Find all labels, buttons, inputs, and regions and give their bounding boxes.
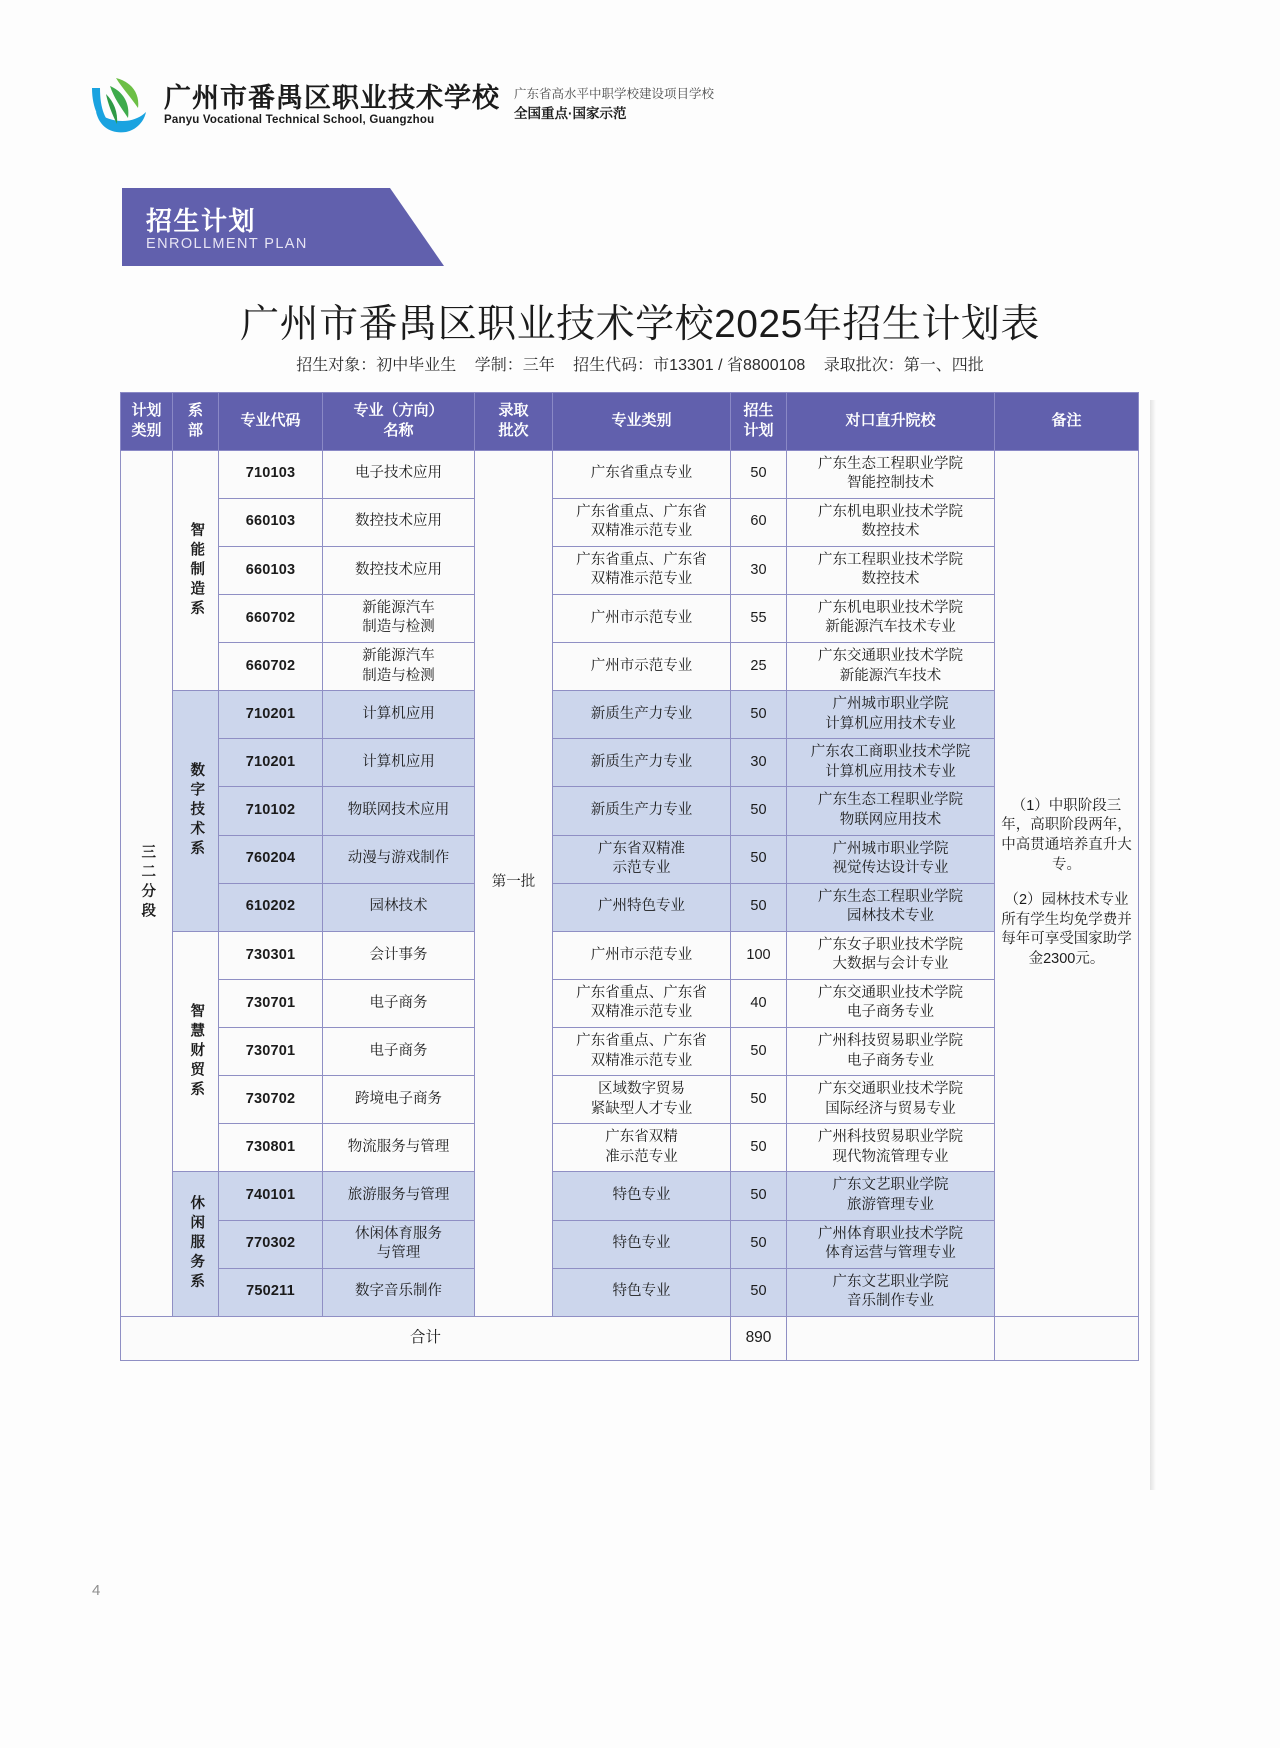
cell-major-category: 广州市示范专业 (553, 931, 731, 979)
cell-major-category: 广东省重点、广东省 双精准示范专业 (553, 498, 731, 546)
cell-major-code: 660103 (219, 498, 323, 546)
header-major-category: 专业类别 (553, 393, 731, 451)
cell-note (995, 450, 1139, 1316)
cell-major-code: 730801 (219, 1124, 323, 1172)
cell-major-code: 730701 (219, 1028, 323, 1076)
table-row (121, 1172, 1139, 1220)
section-banner (122, 188, 452, 266)
cell-major-code: 710103 (219, 450, 323, 498)
tagline-line-1: 广东省高水平中职学校建设项目学校 (514, 86, 715, 101)
cell-major-code: 660103 (219, 546, 323, 594)
header-major-code: 专业代码 (219, 393, 323, 451)
leaf-logo-icon (86, 72, 152, 138)
tagline-line-2: 全国重点·国家示范 (514, 105, 627, 121)
cell-partner-college: 广州城市职业学院 视觉传达设计专业 (787, 835, 995, 883)
cell-partner-college: 广东女子职业技术学院 大数据与会计专业 (787, 931, 995, 979)
cell-major-category: 广州市示范专业 (553, 594, 731, 642)
cell-major-name: 数控技术应用 (323, 546, 475, 594)
cell-major-category: 广东省双精准 示范专业 (553, 835, 731, 883)
cell-major-code: 660702 (219, 594, 323, 642)
cell-major-category: 区域数字贸易 紧缺型人才专业 (553, 1076, 731, 1124)
total-blank-college (787, 1316, 995, 1360)
subtitle-batch: 录取批次：第一、四批 (823, 357, 984, 374)
cell-quota: 30 (731, 739, 787, 787)
table-row (121, 835, 1139, 883)
cell-partner-college: 广东文艺职业学院 音乐制作专业 (787, 1268, 995, 1316)
header-plan-type: 计划 类别 (121, 393, 173, 451)
header-admission-batch: 录取 批次 (475, 393, 553, 451)
cell-major-category: 广东省重点、广东省 双精准示范专业 (553, 1028, 731, 1076)
cell-admission-batch: 第一批 (475, 450, 553, 1316)
table-row (121, 546, 1139, 594)
cell-major-code: 710102 (219, 787, 323, 835)
table-row (121, 498, 1139, 546)
table-row (121, 1268, 1139, 1316)
cell-major-name: 新能源汽车 制造与检测 (323, 594, 475, 642)
cell-major-name: 物联网技术应用 (323, 787, 475, 835)
cell-partner-college: 广州体育职业技术学院 体育运营与管理专业 (787, 1220, 995, 1268)
table-row (121, 1124, 1139, 1172)
page-edge-shadow (1150, 400, 1156, 1490)
enrollment-plan-table-wrap (120, 392, 1138, 1361)
table-row (121, 979, 1139, 1027)
brand-name-cn: 广州市番禺区职业技术学校 (164, 82, 500, 113)
cell-partner-college: 广州城市职业学院 计算机应用技术专业 (787, 691, 995, 739)
cell-partner-college: 广东生态工程职业学院 物联网应用技术 (787, 787, 995, 835)
cell-major-name: 跨境电子商务 (323, 1076, 475, 1124)
cell-major-category: 广州市示范专业 (553, 643, 731, 691)
cell-major-code: 730701 (219, 979, 323, 1027)
table-header-row (121, 393, 1139, 451)
table-row (121, 594, 1139, 642)
header-partner-college: 对口直升院校 (787, 393, 995, 451)
table-row (121, 1220, 1139, 1268)
total-quota: 890 (731, 1316, 787, 1360)
header-note: 备注 (995, 393, 1139, 451)
cell-major-code: 770302 (219, 1220, 323, 1268)
cell-department: 数字技术系 (173, 691, 219, 932)
cell-quota: 100 (731, 931, 787, 979)
cell-quota: 50 (731, 450, 787, 498)
cell-quota: 50 (731, 1076, 787, 1124)
cell-quota: 50 (731, 691, 787, 739)
cell-major-code: 710201 (219, 739, 323, 787)
cell-partner-college: 广东交通职业技术学院 新能源汽车技术 (787, 643, 995, 691)
cell-department: 智慧财贸系 (173, 931, 219, 1172)
cell-major-category: 广东省双精 准示范专业 (553, 1124, 731, 1172)
cell-major-code: 710201 (219, 691, 323, 739)
cell-partner-college: 广东生态工程职业学院 智能控制技术 (787, 450, 995, 498)
table-row (121, 931, 1139, 979)
cell-major-name: 新能源汽车 制造与检测 (323, 643, 475, 691)
total-blank-note (995, 1316, 1139, 1360)
table-row (121, 787, 1139, 835)
banner-title-cn: 招生计划 (146, 206, 257, 236)
subtitle-duration: 学制：三年 (474, 357, 555, 374)
cell-quota: 25 (731, 643, 787, 691)
table-body (121, 450, 1139, 1360)
cell-major-name: 数字音乐制作 (323, 1268, 475, 1316)
cell-major-name: 旅游服务与管理 (323, 1172, 475, 1220)
page-number: 4 (92, 1582, 101, 1599)
table-row (121, 1076, 1139, 1124)
cell-major-code: 740101 (219, 1172, 323, 1220)
subtitle-code: 招生代码：市13301 / 省8800108 (573, 357, 806, 374)
cell-major-name: 园林技术 (323, 883, 475, 931)
cell-partner-college: 广东农工商职业技术学院 计算机应用技术专业 (787, 739, 995, 787)
cell-major-name: 计算机应用 (323, 691, 475, 739)
cell-major-code: 760204 (219, 835, 323, 883)
cell-partner-college: 广东机电职业技术学院 数控技术 (787, 498, 995, 546)
cell-major-name: 电子技术应用 (323, 450, 475, 498)
cell-major-code: 730301 (219, 931, 323, 979)
cell-major-code: 610202 (219, 883, 323, 931)
note-item-1: （1）中职阶段三年，高职阶段两年，中高贯通培养直升大专。 (1001, 797, 1132, 873)
cell-major-category: 广东省重点、广东省 双精准示范专业 (553, 546, 731, 594)
cell-department: 休闲服务系 (173, 1172, 219, 1316)
cell-quota: 50 (731, 1268, 787, 1316)
cell-partner-college: 广东工程职业技术学院 数控技术 (787, 546, 995, 594)
cell-major-category: 广东省重点、广东省 双精准示范专业 (553, 979, 731, 1027)
cell-major-name: 会计事务 (323, 931, 475, 979)
cell-major-name: 物流服务与管理 (323, 1124, 475, 1172)
cell-quota: 50 (731, 787, 787, 835)
cell-major-category: 特色专业 (553, 1172, 731, 1220)
cell-quota: 50 (731, 883, 787, 931)
cell-major-name: 计算机应用 (323, 739, 475, 787)
cell-quota: 40 (731, 979, 787, 1027)
header-quota: 招生 计划 (731, 393, 787, 451)
cell-major-name: 电子商务 (323, 979, 475, 1027)
cell-major-category: 新质生产力专业 (553, 739, 731, 787)
subtitle-line (0, 352, 1280, 375)
cell-partner-college: 广东交通职业技术学院 国际经济与贸易专业 (787, 1076, 995, 1124)
cell-partner-college: 广东交通职业技术学院 电子商务专业 (787, 979, 995, 1027)
cell-major-name: 电子商务 (323, 1028, 475, 1076)
cell-partner-college: 广州科技贸易职业学院 现代物流管理专业 (787, 1124, 995, 1172)
total-label: 合计 (121, 1316, 731, 1360)
cell-quota: 50 (731, 1172, 787, 1220)
cell-major-category: 新质生产力专业 (553, 691, 731, 739)
cell-partner-college: 广东机电职业技术学院 新能源汽车技术专业 (787, 594, 995, 642)
note-item-2: （2）园林技术专业所有学生均免学费并每年可享受国家助学金2300元。 (1001, 892, 1132, 967)
cell-major-name: 动漫与游戏制作 (323, 835, 475, 883)
table-row (121, 691, 1139, 739)
enrollment-plan-table (120, 392, 1139, 1361)
cell-major-category: 特色专业 (553, 1220, 731, 1268)
cell-partner-college: 广州科技贸易职业学院 电子商务专业 (787, 1028, 995, 1076)
cell-major-code: 660702 (219, 643, 323, 691)
header-major-name: 专业（方向） 名称 (323, 393, 475, 451)
cell-major-code: 730702 (219, 1076, 323, 1124)
cell-quota: 60 (731, 498, 787, 546)
cell-department: 智能制造系 (173, 450, 219, 691)
cell-partner-college: 广东生态工程职业学院 园林技术专业 (787, 883, 995, 931)
table-row (121, 739, 1139, 787)
cell-quota: 50 (731, 1028, 787, 1076)
cell-major-category: 特色专业 (553, 1268, 731, 1316)
cell-quota: 50 (731, 1124, 787, 1172)
header-department: 系 部 (173, 393, 219, 451)
cell-quota: 50 (731, 835, 787, 883)
cell-quota: 30 (731, 546, 787, 594)
brand-block (164, 84, 714, 126)
cell-quota: 50 (731, 1220, 787, 1268)
cell-quota: 55 (731, 594, 787, 642)
cell-major-name: 数控技术应用 (323, 498, 475, 546)
page-title: 广州市番禺区职业技术学校2025年招生计划表 (240, 303, 1040, 346)
brand-tagline (514, 85, 714, 127)
cell-major-name: 休闲体育服务 与管理 (323, 1220, 475, 1268)
table-row (121, 1028, 1139, 1076)
cell-major-category: 新质生产力专业 (553, 787, 731, 835)
table-row (121, 450, 1139, 498)
banner-title-en: ENROLLMENT PLAN (146, 236, 308, 252)
cell-major-code: 750211 (219, 1268, 323, 1316)
table-row (121, 643, 1139, 691)
cell-major-category: 广东省重点专业 (553, 450, 731, 498)
subtitle-target: 招生对象：初中毕业生 (296, 357, 457, 374)
brand-name-en: Panyu Vocational Technical School, Guangzhou (164, 114, 435, 127)
cell-partner-college: 广东文艺职业学院 旅游管理专业 (787, 1172, 995, 1220)
masthead (86, 72, 714, 138)
table-row (121, 883, 1139, 931)
table-total-row (121, 1316, 1139, 1360)
cell-major-category: 广州特色专业 (553, 883, 731, 931)
cell-plan-type: 三二分段 (121, 450, 173, 1316)
